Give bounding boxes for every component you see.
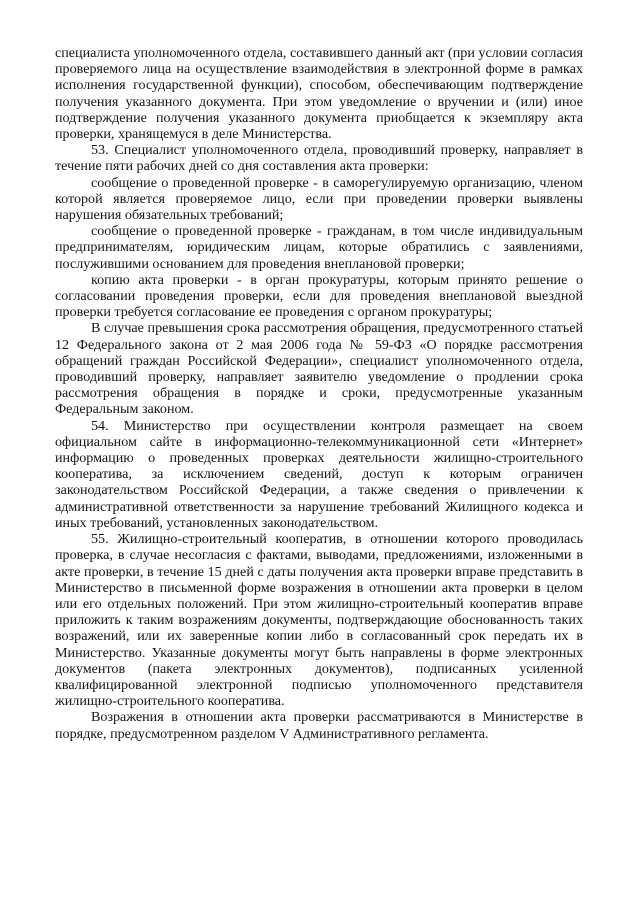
paragraph-53-item-sro: сообщение о проведенной проверке - в саморегулируемую организацию, членом которой является проверяемое лицо, если при проведении проверки выявлены нарушения обязательных требований; [55, 174, 583, 224]
paragraph-objections: Возражения в отношении акта проверки рассматриваются в Министерстве в порядке, предусмотренном разделом V Административного регламента. [55, 709, 583, 742]
paragraph-54: 54. Министерство при осуществлении контроля размещает на своем официальном сайте в информационно-телекоммуникационной сети «Интернет» информацию о проведенных проверках деятельности жилищно-строительного кооператива, за исключением сведений, доступ к которым ограничен законодательством Российской Федерации, а также сведения о привлечении к административной ответственности за нарушение требований Жилищного кодекса и иных требований, установленных законодательством. [55, 417, 583, 531]
paragraph-53: 53. Специалист уполномоченного отдела, проводивший проверку, направляет в течение пяти рабочих дней со дня составления акта проверки: [55, 142, 583, 175]
paragraph-53-item-prosecutor: копию акта проверки - в орган прокуратуры, которым принято решение о согласовании проведения проверки, если для проведения внеплановой выездной проверки требуется согласование ее проведения с органом прокуратуры; [55, 271, 583, 321]
paragraph-continuation: специалиста уполномоченного отдела, составившего данный акт (при условии согласия проверяемого лица на осуществление взаимодействия в электронной форме в рамках исполнения государственной функции), способом, обеспечивающим подтверждение получения указанного документа. При этом уведомление о вручении и (или) иное подтверждение получения указанного документа приобщается к экземпляру акта проверки, хранящемуся в деле Министерства. [55, 45, 583, 143]
paragraph-55: 55. Жилищно-строительный кооператив, в отношении которого проводилась проверка, в случае несогласия с фактами, выводами, предложениями, изложенными в акте проверки, в течение 15 дней с даты получения акта проверки вправе представить в Министерство в письменной форме возражения в отношении акта проверки в целом или его отдельных положений. При этом жилищно-строительный кооператив вправе приложить к таким возражениям документы, подтверждающие обоснованность таких возражений, или их заверенные копии либо в согласованный срок передать их в Министерство. Указанные документы могут быть направлены в форме электронных документов (пакета электронных документов), подписанных усиленной квалифицированной электронной подписью уполномоченного представителя жилищно-строительного кооператива. [55, 531, 583, 710]
paragraph-53-item-citizens: сообщение о проведенной проверке - гражданам, в том числе индивидуальным предпринимателям, юридическим лицам, которые обратились с заявлениями, послужившими основанием для проведения внеплановой проверки; [55, 223, 583, 272]
paragraph-53-deadline-extension: В случае превышения срока рассмотрения обращения, предусмотренного статьей 12 Федерального закона от 2 мая 2006 года № 59-ФЗ «О порядке рассмотрения обращений граждан Российской Федерации», специалист уполномоченного отдела, проводивший проверку, направляет заявителю уведомление о продлении срока рассмотрения обращения в порядке и сроки, предусмотренные указанным Федеральным законом. [55, 320, 583, 418]
document-body [55, 45, 583, 742]
